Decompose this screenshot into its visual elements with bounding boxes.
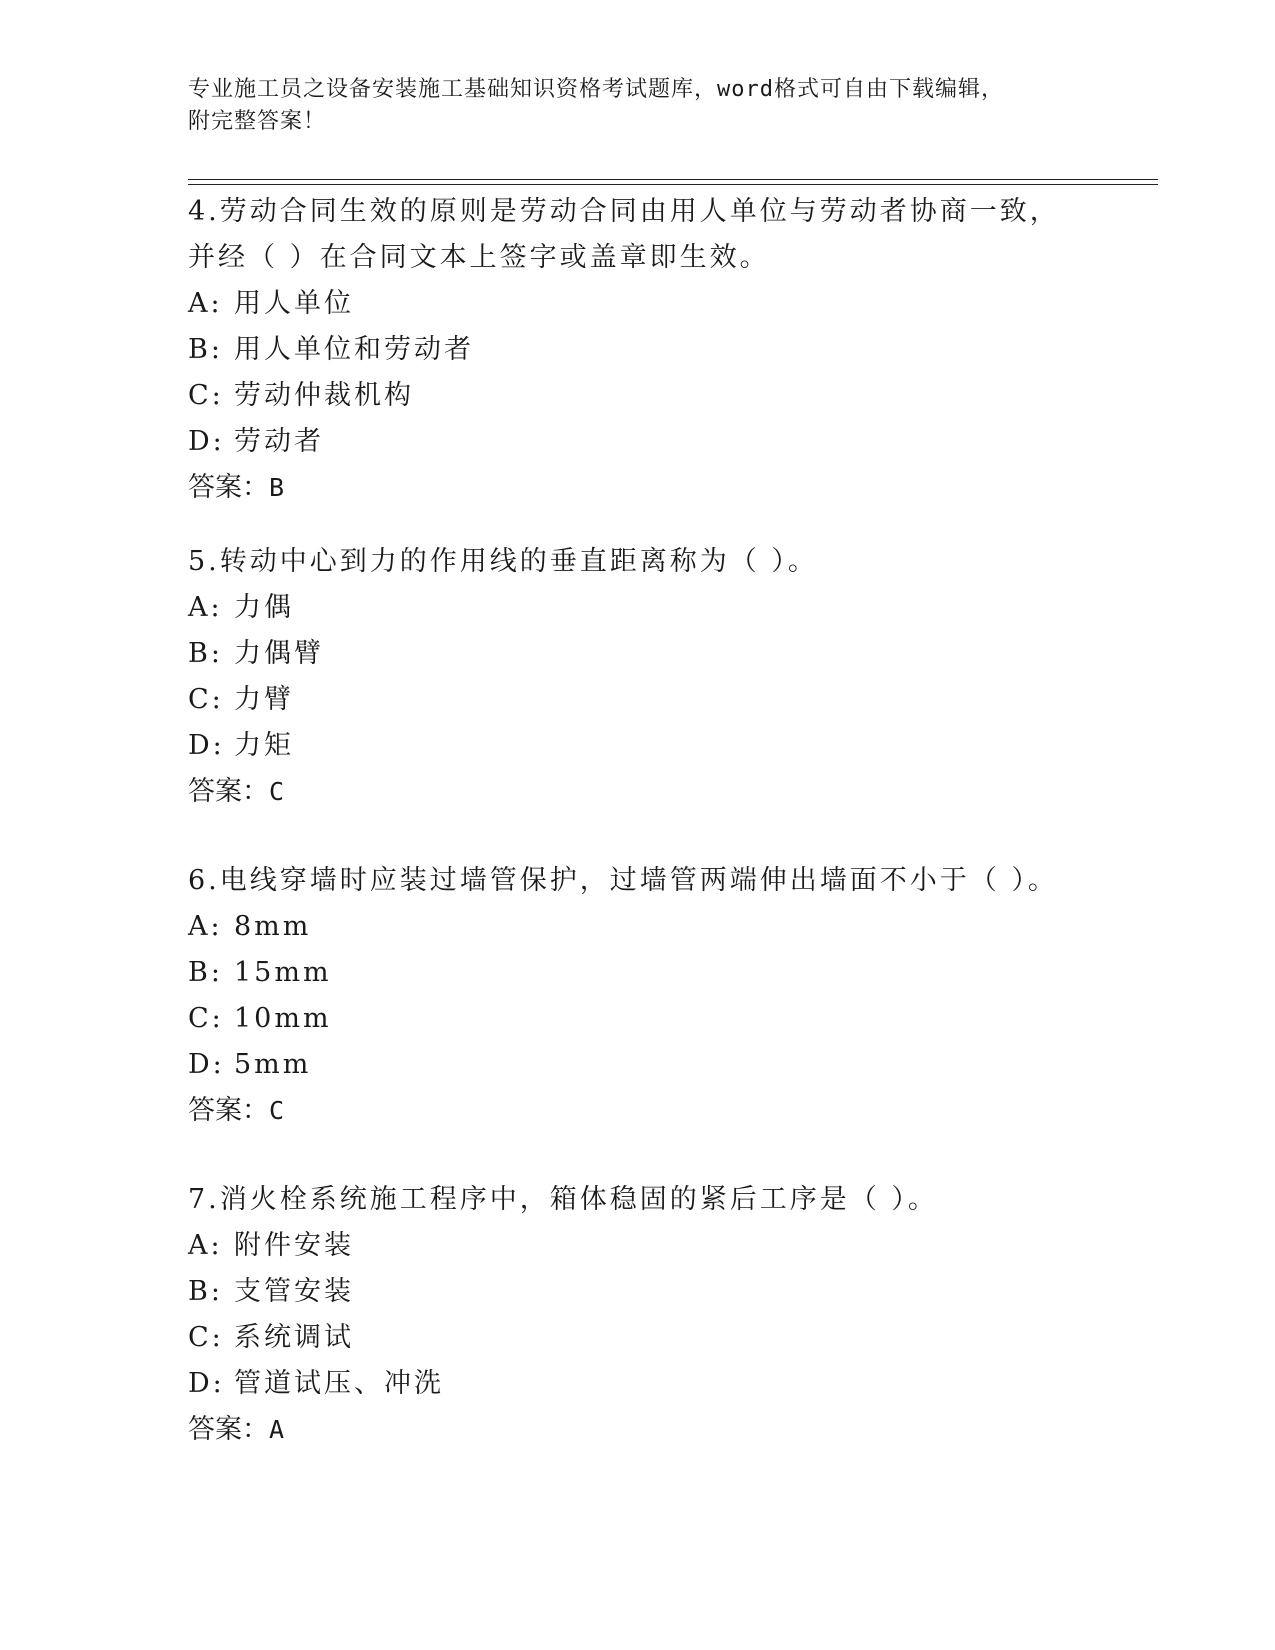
- option-letter: D:: [188, 426, 225, 457]
- option-text: 力臂: [234, 684, 294, 715]
- answer-value: B: [269, 473, 285, 502]
- option-text: 15mm: [234, 957, 332, 988]
- question-stem: 4.劳动合同生效的原则是劳动合同由用人单位与劳动者协商一致，并经（ ）在合同文本上签字或盖章即生效。: [188, 196, 1060, 273]
- answer-label: 答案：: [188, 776, 269, 807]
- option-d: [188, 1042, 1088, 1088]
- option-d: [188, 419, 1088, 465]
- option-b: [188, 1269, 1088, 1315]
- option-letter: C:: [188, 380, 224, 411]
- option-letter: C:: [188, 1003, 224, 1034]
- question-4: [188, 189, 1088, 511]
- option-text: 10mm: [234, 1003, 332, 1034]
- option-b: [188, 631, 1088, 677]
- answer-label: 答案：: [188, 1414, 269, 1445]
- answer-line: [188, 1407, 1088, 1453]
- option-c: [188, 373, 1088, 419]
- header-divider-bottom: [188, 184, 1158, 185]
- option-a: [188, 585, 1088, 631]
- option-letter: C:: [188, 684, 224, 715]
- option-a: [188, 904, 1088, 950]
- option-letter: A:: [188, 1230, 223, 1261]
- answer-value: C: [269, 777, 285, 806]
- answer-label: 答案：: [188, 472, 269, 503]
- header-divider-top: [188, 179, 1158, 180]
- option-c: [188, 1315, 1088, 1361]
- option-b: [188, 327, 1088, 373]
- option-letter: D:: [188, 1049, 225, 1080]
- option-text: 系统调试: [234, 1322, 354, 1353]
- option-letter: A:: [188, 911, 223, 942]
- option-text: 用人单位: [234, 288, 354, 319]
- option-letter: B:: [188, 1276, 223, 1307]
- question-stem: 7.消火栓系统施工程序中，箱体稳固的紧后工序是（ ）。: [188, 1184, 938, 1215]
- option-c: [188, 677, 1088, 723]
- question-stem: 5.转动中心到力的作用线的垂直距离称为（ ）。: [188, 546, 818, 577]
- answer-line: [188, 465, 1088, 511]
- document-header: [188, 74, 1068, 138]
- answer-value: A: [269, 1415, 285, 1444]
- option-letter: A:: [188, 592, 223, 623]
- answer-line: [188, 769, 1088, 815]
- option-letter: D:: [188, 1368, 225, 1399]
- option-text: 8mm: [234, 911, 312, 942]
- question-stem: 6.电线穿墙时应装过墙管保护，过墙管两端伸出墙面不小于（ ）。: [188, 865, 1058, 896]
- answer-value: C: [269, 1096, 285, 1125]
- option-text: 5mm: [234, 1049, 312, 1080]
- option-d: [188, 723, 1088, 769]
- option-d: [188, 1361, 1088, 1407]
- option-c: [188, 996, 1088, 1042]
- option-letter: D:: [188, 730, 225, 761]
- option-text: 用人单位和劳动者: [234, 334, 474, 365]
- option-letter: B:: [188, 957, 223, 988]
- option-letter: B:: [188, 334, 223, 365]
- option-letter: C:: [188, 1322, 224, 1353]
- option-b: [188, 950, 1088, 996]
- option-text: 附件安装: [234, 1230, 354, 1261]
- option-letter: B:: [188, 638, 223, 669]
- header-line-2: 附完整答案！: [188, 109, 327, 134]
- option-text: 管道试压、冲洗: [234, 1368, 444, 1399]
- option-letter: A:: [188, 288, 223, 319]
- question-5: [188, 539, 1088, 815]
- header-line-1: 专业施工员之设备安装施工基础知识资格考试题库，word格式可自由下载编辑，: [188, 77, 1004, 102]
- option-a: [188, 1223, 1088, 1269]
- option-text: 力偶臂: [234, 638, 324, 669]
- option-text: 支管安装: [234, 1276, 354, 1307]
- option-a: [188, 281, 1088, 327]
- option-text: 劳动仲裁机构: [234, 380, 414, 411]
- option-text: 力矩: [234, 730, 294, 761]
- answer-label: 答案：: [188, 1095, 269, 1126]
- question-7: [188, 1177, 1088, 1453]
- answer-line: [188, 1088, 1088, 1134]
- option-text: 劳动者: [234, 426, 324, 457]
- option-text: 力偶: [234, 592, 294, 623]
- question-6: [188, 858, 1088, 1134]
